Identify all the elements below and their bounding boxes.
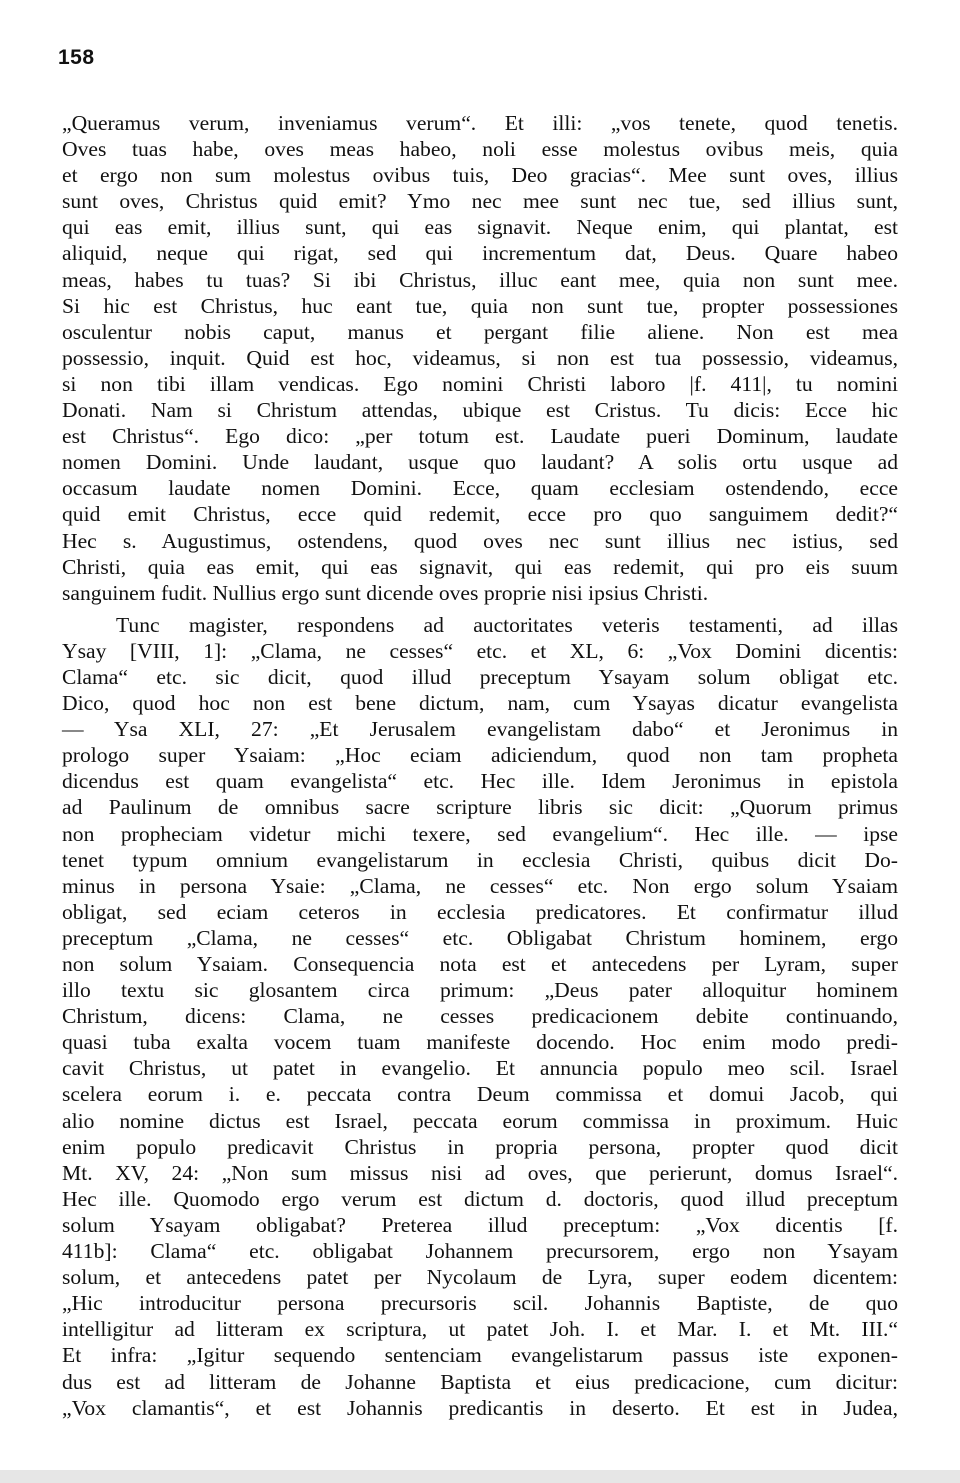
body-text — [62, 110, 898, 1421]
page-number: 158 — [58, 46, 95, 69]
text-line: solum Ysayam obligabat? Preterea illud preceptum: „Vox dicentis [f. — [62, 1212, 898, 1237]
text-line: sanguinem fudit. Nullius ergo sunt dicende oves proprie nisi ipsius Christi. — [62, 580, 709, 605]
text-line: dicendus est quam evangelista“ etc. Hec ille. Idem Jeronimus in epistola — [62, 769, 898, 794]
text-line: Christi, quia eas emit, qui eas signavit, qui eas redemit, qui pro eis suum — [62, 554, 898, 579]
text-line: et ergo non sum molestus ovibus tuis, Deo gracias“. Mee sunt oves, illius — [62, 163, 898, 188]
text-line: dus est ad litteram de Johanne Baptista et eius predicacione, cum dicitur: — [62, 1369, 898, 1394]
text-line: ad Paulinum de omnibus sacre scripture libris sic dicit: „Quorum primus — [62, 795, 898, 820]
text-line: Ysay [VIII, 1]: „Clama, ne cesses“ etc. et XL, 6: „Vox Domini dicentis: — [62, 638, 898, 663]
text-line: possessio, inquit. Quid est hoc, videamus, si non est tua possessio, videamus, — [62, 345, 898, 370]
text-line: enim populo predicavit Christus in propria persona, propter quod dicit — [62, 1134, 898, 1159]
text-line: Donati. Nam si Christum attendas, ubique est Cristus. Tu dicis: Ecce hic — [62, 398, 898, 423]
text-line: osculentur nobis caput, manus et pergant filie aliene. Non est mea — [62, 319, 898, 344]
text-line: Et infra: „Igitur sequendo sentenciam evangelistarum passus iste exponen- — [62, 1343, 898, 1368]
text-line: Hec ille. Quomodo ergo verum est dictum d. doctoris, quod illud preceptum — [62, 1186, 898, 1211]
text-line: sunt oves, Christus quid emit? Ymo nec mee sunt nec tue, sed illius sunt, — [62, 189, 898, 214]
text-line: obligat, sed eciam ceteros in ecclesia predicatores. Et confirmatur illud — [62, 899, 898, 924]
text-line: nomen Domini. Unde laudant, usque quo laudant? A solis ortu usque ad — [62, 450, 898, 475]
text-line: Mt. XV, 24: „Non sum missus nisi ad oves, que perierunt, domus Israel“. — [62, 1160, 898, 1185]
text-line: quid emit Christus, ecce quid redemit, ecce pro quo sanguimem dedit?“ — [62, 502, 898, 527]
paragraph-2 — [62, 612, 898, 1421]
text-line: — Ysa XLI, 27: „Et Jerusalem evangelistam dabo“ et Jeronimus in — [62, 717, 898, 742]
text-line: non propheciam videtur michi texere, sed evangelium“. Hec ille. — ipse — [62, 821, 898, 846]
paragraph-1 — [62, 110, 898, 606]
text-line: quasi tuba exalta vocem tuam manifeste docendo. Hoc enim modo predi- — [62, 1030, 898, 1055]
text-line: cavit Christus, ut patet in evangelio. Et annuncia populo meo scil. Israel — [62, 1056, 898, 1081]
text-line: „Hic introducitur persona precursoris scil. Johannis Baptiste, de quo — [62, 1291, 898, 1316]
text-line: non solum Ysaiam. Consequencia nota est et antecedens per Lyram, super — [62, 952, 898, 976]
text-line: preceptum „Clama, ne cesses“ etc. Obligabat Christum hominem, ergo — [62, 925, 898, 950]
text-line: „Queramus verum, inveniamus verum“. Et illi: „vos tenete, quod tenetis. — [62, 111, 898, 135]
scan-bottom-edge — [0, 1470, 960, 1483]
text-line: tenet typum omnium evangelistarum in ecclesia Christi, quibus dicit Do- — [62, 847, 898, 872]
text-line: prologo super Ysaiam: „Hoc eciam adiciendum, quod non tam propheta — [62, 743, 898, 768]
text-line: scelera eorum i. e. peccata contra Deum commissa et domui Jacob, qui — [62, 1082, 898, 1107]
text-line: intelligitur ad litteram ex scriptura, ut patet Joh. I. et Mar. I. et Mt. III.“ — [62, 1317, 898, 1342]
text-line: aliquid, neque qui rigat, sed qui incrementum dat, Deus. Quare habeo — [62, 241, 898, 266]
text-line: Hec s. Augustimus, ostendens, quod oves nec sunt illius nec istius, sed — [62, 528, 898, 553]
text-line: si non tibi illam vendicas. Ego nomini Christi laboro |f. 411|, tu nomini — [62, 371, 898, 396]
text-line: est Christus“. Ego dico: „per totum est. Laudate pueri Dominum, laudate — [62, 424, 898, 449]
text-line: occasum laudate nomen Domini. Ecce, quam ecclesiam ostendendo, ecce — [62, 476, 898, 501]
text-line: Clama“ etc. sic dicit, quod illud preceptum Ysayam solum obligat etc. — [62, 664, 898, 689]
text-line: meas, habes tu tuas? Si ibi Christus, illuc eant mee, quia non sunt mee. — [62, 267, 898, 292]
text-line: alio nomine dictus est Israel, peccata eorum commissa in proximum. Huic — [62, 1108, 898, 1133]
text-line: Si hic est Christus, huc eant tue, quia non sunt tue, propter possessiones — [62, 293, 898, 318]
text-line: Oves tuas habe, oves meas habeo, noli esse molestus ovibus meis, quia — [62, 137, 898, 162]
text-line: Tunc magister, respondens ad auctoritates veteris testamenti, ad illas — [116, 612, 898, 637]
text-line: Dico, quod hoc non est bene dictum, nam, cum Ysayas dicatur evangelista — [62, 691, 898, 716]
text-line: illo textu sic glosantem circa primum: „Deus pater alloquitur hominem — [62, 978, 898, 1003]
text-line: qui eas emit, illius sunt, qui eas signavit. Neque enim, qui plantat, est — [62, 215, 898, 240]
text-line: solum, et antecedens patet per Nycolaum de Lyra, super eodem dicentem: — [62, 1265, 898, 1290]
text-line: 411b]: Clama“ etc. obligabat Johannem precursorem, ergo non Ysayam — [62, 1239, 898, 1264]
text-line: Christum, dicens: Clama, ne cesses predicacionem debite continuando, — [62, 1004, 898, 1029]
text-line: „Vox clamantis“, et est Johannis predicantis in deserto. Et est in Judea, — [62, 1395, 898, 1420]
text-line: minus in persona Ysaie: „Clama, ne cesses“ etc. Non ergo solum Ysaiam — [62, 873, 898, 898]
